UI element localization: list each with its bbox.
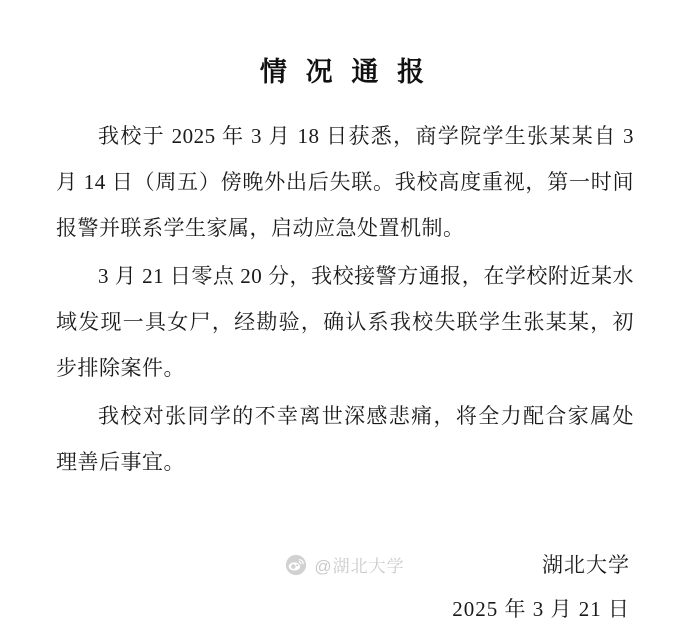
weibo-icon	[285, 554, 307, 576]
paragraph-3: 我校对张同学的不幸离世深感悲痛，将全力配合家属处理善后事宜。	[56, 404, 634, 474]
signature-organization: 湖北大学	[542, 553, 630, 577]
watermark-label: @湖北大学	[314, 557, 405, 576]
signature-date: 2025 年 3 月 21 日	[452, 597, 630, 621]
page-title: 情 况 通 报	[259, 57, 431, 87]
paragraph-1: 我校于 2025 年 3 月 18 日获悉，商学院学生张某某自 3 月 14 日（周五）傍晚外出后失联。我校高度重视，第一时间报警并联系学生家属，启动应急处置机制。	[56, 124, 634, 240]
paragraph-2: 3 月 21 日零点 20 分，我校接警方通报，在学校附近某水域发现一具女尸，经勘验，确认系我校失联学生张某某，初步排除案件。	[56, 264, 634, 380]
watermark	[0, 552, 690, 577]
